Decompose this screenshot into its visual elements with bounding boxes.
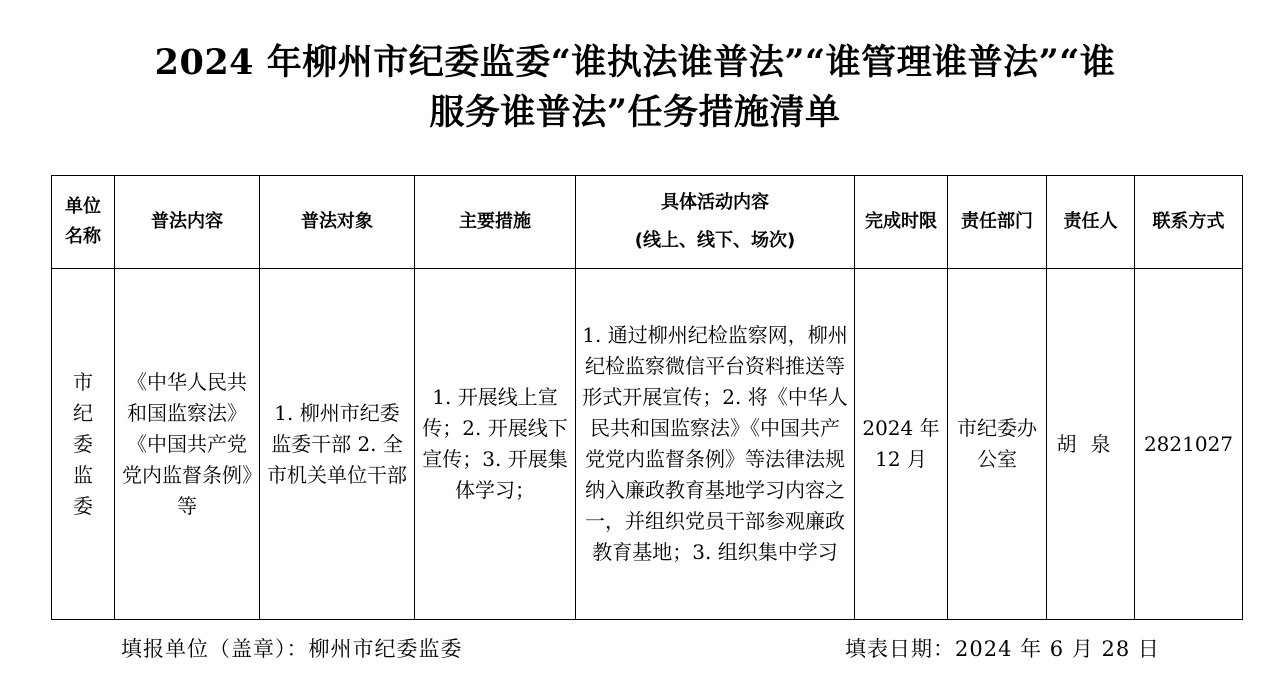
- header-activity-line-1: 具体活动内容: [661, 192, 769, 213]
- title-line-2: 服务谁普法”任务措施清单: [429, 92, 841, 133]
- unit-char: 委: [73, 493, 93, 518]
- cell-unit: [52, 269, 115, 620]
- title-line-1: 2024 年柳州市纪委监委“谁执法谁普法”“谁管理谁普法”“谁: [154, 42, 1116, 83]
- header-content: 普法内容: [115, 176, 260, 269]
- unit-char: 监: [73, 462, 93, 487]
- cell-activity: 1. 通过柳州纪检监察网，柳州纪检监察微信平台资料推送等形式开展宣传；2. 将《中华人民共和国监察法》《中国共产党党内监督条例》等法律法规纳入廉政教育基地学习内容之一，并组织党员干部参观廉政教育基地；3. 组织集中学习: [576, 269, 855, 620]
- table-header-row: [52, 176, 1243, 269]
- document-title: [0, 38, 1270, 138]
- cell-measures: 1. 开展线上宣传；2. 开展线下宣传；3. 开展集体学习；: [415, 269, 576, 620]
- header-target: 普法对象: [260, 176, 415, 269]
- cell-department: 市纪委办公室: [948, 269, 1047, 620]
- table-row: [52, 269, 1243, 620]
- cell-target: 1. 柳州市纪委监委干部 2. 全市机关单位干部: [260, 269, 415, 620]
- header-person: 责任人: [1047, 176, 1135, 269]
- cell-contact: 2821027: [1135, 269, 1243, 620]
- header-measures: 主要措施: [415, 176, 576, 269]
- cell-content: 《中华人民共和国监察法》《中国共产党党内监督条例》等: [115, 269, 260, 620]
- header-activity-line-2: (线上、线下、场次): [634, 230, 796, 251]
- filler-unit: 填报单位（盖章）：柳州市纪委监委: [121, 637, 463, 661]
- fill-date: 填表日期：2024 年 6 月 28 日: [845, 637, 1160, 661]
- header-unit: 单位名称: [52, 176, 115, 269]
- unit-char: 委: [73, 431, 93, 456]
- header-contact: 联系方式: [1135, 176, 1243, 269]
- person-name: 胡泉: [1056, 431, 1125, 456]
- unit-char: 市: [73, 369, 93, 394]
- task-measures-table: [51, 175, 1243, 620]
- unit-char: 纪: [73, 400, 93, 425]
- cell-person: [1047, 269, 1135, 620]
- header-department: 责任部门: [948, 176, 1047, 269]
- cell-deadline: 2024 年 12 月: [855, 269, 948, 620]
- header-activity: [576, 176, 855, 269]
- header-deadline: 完成时限: [855, 176, 948, 269]
